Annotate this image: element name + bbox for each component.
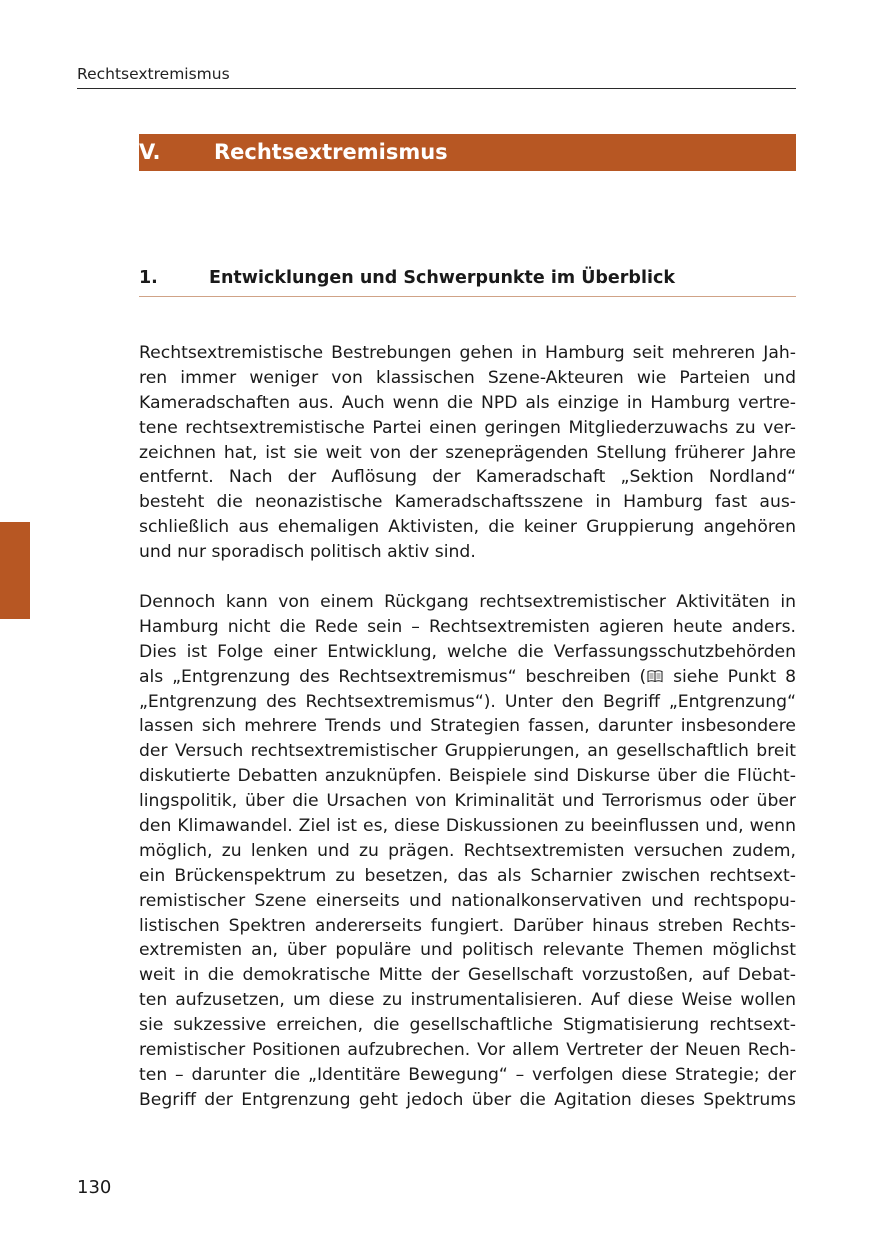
text-line: entfernt. Nach der Auflösung der Kameradschaft „Sektion Nordland“ — [139, 467, 796, 488]
section-heading — [139, 264, 796, 297]
text-line-with-reference — [139, 665, 796, 690]
text-line: ten – darunter die „Identitäre Bewegung“ – verfolgen diese Strategie; der — [139, 1064, 796, 1085]
page-number: 130 — [77, 1177, 112, 1198]
body-paragraph-1 — [139, 341, 796, 565]
text-line: schließlich aus ehemaligen Aktivisten, die keiner Gruppierung angehören — [139, 517, 796, 538]
text-line: listischen Spektren andererseits fungiert. Darüber hinaus streben Rechts- — [139, 915, 796, 936]
text-line: ren immer weniger von klassischen Szene-Akteuren wie Parteien und — [139, 367, 796, 388]
text-line: den Klimawandel. Ziel ist es, diese Diskussionen zu beeinflussen und, wenn — [139, 816, 796, 837]
body-paragraph-2 — [139, 590, 796, 1113]
chapter-title: Rechtsextremismus — [214, 140, 448, 164]
text-line: sie sukzessive erreichen, die gesellschaftliche Stigmatisierung rechtsext- — [139, 1015, 796, 1036]
chapter-number: V. — [139, 140, 161, 164]
text-line: lassen sich mehrere Trends und Strategien fassen, darunter insbesondere — [139, 716, 796, 737]
chapter-side-tab — [0, 522, 30, 619]
section-title: Entwicklungen und Schwerpunkte im Überblick — [209, 268, 675, 288]
text-line: remistischer Positionen aufzubrechen. Vor allem Vertreter der Neuen Rech- — [139, 1040, 796, 1061]
text-line: besteht die neonazistische Kameradschaftsszene in Hamburg fast aus- — [139, 492, 796, 513]
text-line: Begriff der Entgrenzung geht jedoch über die Agitation dieses Spektrums — [139, 1089, 796, 1110]
running-header-title: Rechtsextremismus — [77, 65, 230, 83]
text-line: extremisten an, über populäre und politisch relevante Themen möglichst — [139, 940, 796, 961]
running-header — [77, 64, 796, 89]
text-line: ten aufzusetzen, um diese zu instrumentalisieren. Auf diese Weise wollen — [139, 990, 796, 1011]
reference-text-before: als „Entgrenzung des Rechtsextremismus“ beschreiben ( — [139, 666, 647, 687]
reference-text-after: siehe Punkt 8 — [664, 666, 796, 687]
chapter-heading-bar — [139, 134, 796, 171]
text-line: weit in die demokratische Mitte der Gesellschaft vorzustoßen, auf Debat- — [139, 965, 796, 986]
text-line: Kameradschaften aus. Auch wenn die NPD als einzige in Hamburg vertre- — [139, 392, 796, 413]
text-line: Hamburg nicht die Rede sein – Rechtsextremisten agieren heute anders. — [139, 616, 796, 637]
text-line: und nur sporadisch politisch aktiv sind. — [139, 542, 476, 563]
section-number: 1. — [139, 268, 158, 288]
text-line: Dies ist Folge einer Entwicklung, welche die Verfassungsschutzbehörden — [139, 641, 796, 662]
text-line: remistischer Szene einerseits und nationalkonservativen und rechtspopu- — [139, 890, 796, 911]
text-line: tene rechtsextremistische Partei einen geringen Mitgliederzuwachs zu ver- — [139, 417, 796, 438]
text-line: ein Brückenspektrum zu besetzen, das als Scharnier zwischen rechtsext- — [139, 865, 796, 886]
text-line: möglich, zu lenken und zu prägen. Rechtsextremisten versuchen zudem, — [139, 840, 796, 861]
text-line: Dennoch kann von einem Rückgang rechtsextremistischer Aktivitäten in — [139, 592, 796, 612]
text-line: „Entgrenzung des Rechtsextremismus“). Unter den Begriff „Entgrenzung“ — [139, 691, 796, 712]
text-line: zeichnen hat, ist sie weit von der szeneprägenden Stellung früherer Jahre — [139, 442, 796, 463]
text-line: lingspolitik, über die Ursachen von Kriminalität und Terrorismus oder über — [139, 791, 796, 812]
text-line: diskutierte Debatten anzuknüpfen. Beispiele sind Diskurse über die Flücht- — [139, 766, 796, 787]
book-icon — [647, 670, 663, 683]
text-line: Rechtsextremistische Bestrebungen gehen in Hamburg seit mehreren Jah- — [139, 343, 796, 363]
text-line: der Versuch rechtsextremistischer Gruppierungen, an gesellschaftlich breit — [139, 741, 796, 762]
